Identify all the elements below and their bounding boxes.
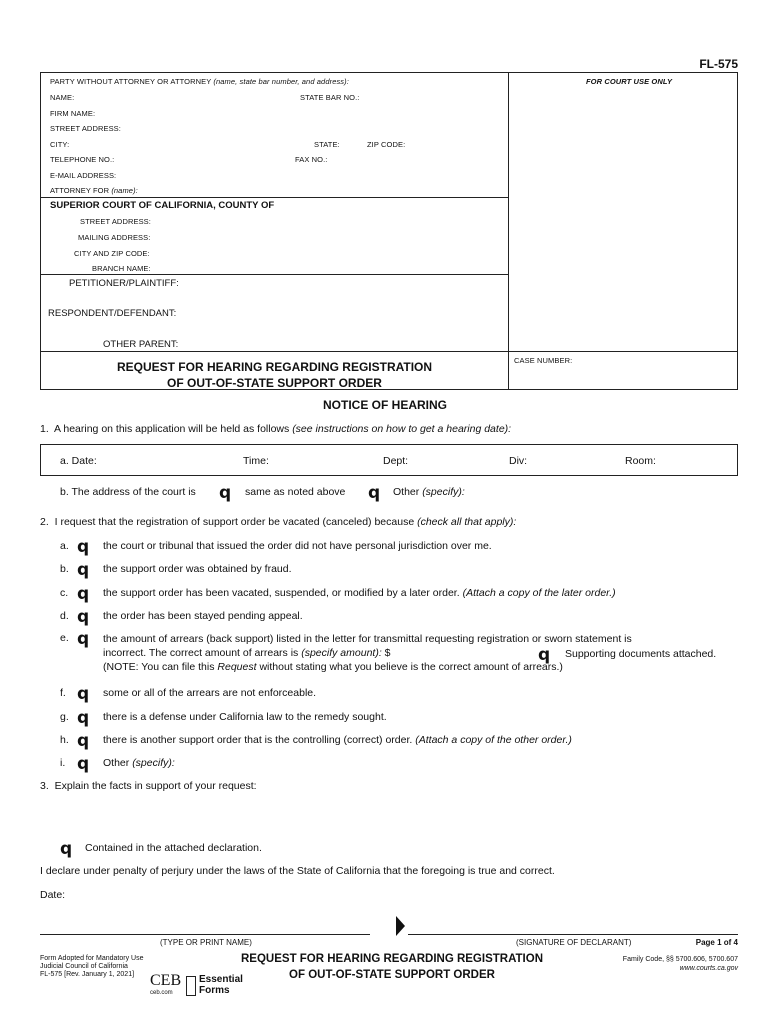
zip-label[interactable]: ZIP CODE:: [367, 140, 406, 149]
option-c-text: the support order has been vacated, suspended, or modified by a later order. (Attach a copy of the later order.): [103, 587, 616, 599]
street-label[interactable]: STREET ADDRESS:: [50, 124, 121, 133]
signature-arrow-icon: [396, 916, 405, 936]
page-number: Page 1 of 4: [695, 938, 738, 947]
supporting-docs-label: Supporting documents attached.: [565, 648, 717, 660]
ceb-url: ceb.com: [150, 990, 173, 996]
option-a-checkbox[interactable]: [77, 540, 89, 554]
adopted-notice: Form Adopted for Mandatory Use Judicial Council of California FL-575 [Rev. January 1, 2021]: [40, 955, 144, 978]
hearing-date-label[interactable]: a. Date:: [60, 455, 97, 467]
ceb-logo: CEB: [150, 972, 182, 989]
option-d-letter: d.: [60, 610, 69, 622]
essential-forms-logo: Essential Forms: [199, 974, 243, 996]
contained-declaration-label: Contained in the attached declaration.: [85, 842, 262, 854]
code-reference: Family Code, §§ 5700.606, 5700.607 www.courts.ca.gov: [622, 956, 738, 972]
telephone-label[interactable]: TELEPHONE NO.:: [50, 155, 115, 164]
other-address-checkbox[interactable]: [368, 486, 380, 500]
perjury-declaration: I declare under penalty of perjury under the laws of the State of California that the foregoing is true and correct.: [40, 865, 555, 877]
option-d-checkbox[interactable]: [77, 610, 89, 624]
option-e-text: the amount of arrears (back support) listed in the letter for transmittal requesting registration or sworn statement is incorrect. The correct amount of arrears is (specify amount): $ (NOTE: You can file this Request without stating what you believe is the correct amount of arrears.): [103, 633, 632, 673]
option-f-letter: f.: [60, 687, 66, 699]
city-label[interactable]: CITY:: [50, 140, 70, 149]
notice-heading: NOTICE OF HEARING: [322, 398, 447, 412]
form-title: REQUEST FOR HEARING REGARDING REGISTRATION OF OUT-OF-STATE SUPPORT ORDER: [116, 360, 433, 390]
type-print-label: (TYPE OR PRINT NAME): [160, 938, 252, 947]
hearing-dept-label[interactable]: Dept:: [383, 455, 409, 467]
court-mailing-label[interactable]: MAILING ADDRESS:: [78, 233, 151, 242]
court-title: SUPERIOR COURT OF CALIFORNIA, COUNTY OF: [50, 200, 275, 211]
option-i-checkbox[interactable]: [77, 757, 89, 771]
item1-text: 1. A hearing on this application will be held as follows (see instructions on how to get a hearing date):: [40, 423, 512, 435]
option-d-text: the order has been stayed pending appeal.: [103, 610, 303, 622]
party-label: PARTY WITHOUT ATTORNEY OR ATTORNEY (name, state bar number, and address):: [50, 77, 349, 86]
option-a-text: the court or tribunal that issued the order did not have personal jurisdiction over me.: [103, 540, 492, 552]
name-line[interactable]: [40, 934, 370, 935]
court-street-label[interactable]: STREET ADDRESS:: [80, 217, 151, 226]
form-id: FL-575: [699, 57, 738, 71]
hearing-time-label[interactable]: Time:: [243, 455, 269, 467]
option-g-letter: g.: [60, 711, 69, 723]
supporting-docs-checkbox[interactable]: [538, 648, 550, 662]
state-bar-label[interactable]: STATE BAR NO.:: [300, 93, 360, 102]
option-g-checkbox[interactable]: [77, 711, 89, 725]
option-c-letter: c.: [60, 587, 69, 599]
court-use-label: FOR COURT USE ONLY: [586, 77, 673, 86]
firm-label[interactable]: FIRM NAME:: [50, 109, 96, 118]
email-label[interactable]: E-MAIL ADDRESS:: [50, 171, 117, 180]
fax-label[interactable]: FAX NO.:: [295, 155, 328, 164]
forms-icon: [186, 976, 196, 996]
court-branch-label[interactable]: BRANCH NAME:: [92, 264, 151, 273]
option-i-letter: i.: [60, 757, 66, 769]
item3-text: 3. Explain the facts in support of your request:: [40, 780, 257, 792]
option-b-letter: b.: [60, 563, 69, 575]
other-address-label: Other (specify):: [393, 486, 465, 498]
option-h-text: there is another support order that is the controlling (correct) order. (Attach a copy of the other order.): [103, 734, 572, 746]
same-as-above-label: same as noted above: [245, 486, 346, 498]
option-e-checkbox[interactable]: [77, 632, 89, 646]
signature-label: (SIGNATURE OF DECLARANT): [516, 938, 632, 947]
option-b-checkbox[interactable]: [77, 563, 89, 577]
attorney-for-label[interactable]: ATTORNEY FOR (name):: [50, 186, 138, 195]
hearing-div-label[interactable]: Div:: [509, 455, 528, 467]
contained-declaration-checkbox[interactable]: [60, 842, 72, 856]
same-as-above-checkbox[interactable]: [219, 486, 231, 500]
option-e-letter: e.: [60, 632, 69, 644]
option-f-checkbox[interactable]: [77, 687, 89, 701]
option-c-checkbox[interactable]: [77, 587, 89, 601]
signature-line[interactable]: [408, 934, 738, 935]
name-label[interactable]: NAME:: [50, 93, 75, 102]
option-h-letter: h.: [60, 734, 69, 746]
option-b-text: the support order was obtained by fraud.: [103, 563, 292, 575]
other-parent-label[interactable]: OTHER PARENT:: [103, 339, 179, 350]
option-g-text: there is a defense under California law to the remedy sought.: [103, 711, 387, 723]
hearing-room-label[interactable]: Room:: [625, 455, 656, 467]
option-f-text: some or all of the arrears are not enforceable.: [103, 687, 317, 699]
court-address-label: b. The address of the court is: [60, 486, 196, 498]
item2-text: 2. I request that the registration of support order be vacated (canceled) because (check all that apply):: [40, 516, 517, 528]
option-h-checkbox[interactable]: [77, 734, 89, 748]
date-label[interactable]: Date:: [40, 889, 66, 901]
case-number-label[interactable]: CASE NUMBER:: [514, 356, 573, 365]
state-label[interactable]: STATE:: [314, 140, 340, 149]
respondent-label[interactable]: RESPONDENT/DEFENDANT:: [48, 308, 177, 319]
footer-title: REQUEST FOR HEARING REGARDING REGISTRATION OF OUT-OF-STATE SUPPORT ORDER: [241, 953, 543, 981]
option-i-text: Other (specify):: [103, 757, 175, 769]
petitioner-label[interactable]: PETITIONER/PLAINTIFF:: [69, 278, 179, 289]
option-a-letter: a.: [60, 540, 69, 552]
court-city-zip-label[interactable]: CITY AND ZIP CODE:: [74, 249, 150, 258]
